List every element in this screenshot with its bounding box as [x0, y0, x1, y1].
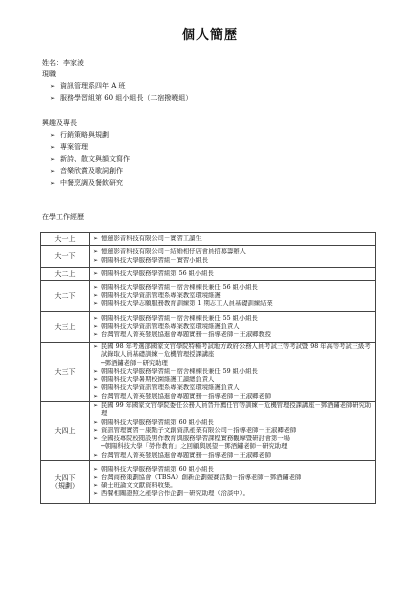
- list-item-continuation: ─鄧酒鏽老師－研究助理: [101, 359, 168, 367]
- term-label: 大四下 （規劃）: [51, 473, 79, 490]
- activities-cell: [90, 312, 376, 343]
- list-item-text: 朝陽科技大學服務學習組－宿舍棟棟長兼任 56 組小組長: [101, 283, 258, 291]
- list-item-text: 朝陽科技大學服務學習組第 60 組小組長: [101, 418, 214, 426]
- list-item-text: 朝陽科技大學資訊管理系專案教室環境維護: [101, 291, 221, 299]
- list-item-text: 台灣管理人菁英發展協進會專題實務－指導老師－王淑卿老師: [101, 451, 272, 459]
- arrow-bullet-icon: ➢: [93, 234, 99, 242]
- term-cell: [41, 281, 90, 312]
- arrow-bullet-icon: ➢: [93, 418, 99, 426]
- list-item: [93, 402, 373, 418]
- list-item-text: 朝陽科技大學服務學習組第 60 組小組長: [101, 465, 214, 473]
- term-cell: [41, 343, 90, 402]
- list-item: [93, 419, 373, 427]
- name-line: 姓名：李家淩: [42, 59, 84, 67]
- list-item: [93, 343, 373, 359]
- table-row: [41, 461, 376, 504]
- arrow-bullet-icon: ➢: [93, 300, 99, 308]
- list-item-text: 台灣商務策劃協會（TBSA）創新企劃競賽活動－指導老師－鄧酒鏽老師: [101, 473, 302, 481]
- table-row: [41, 312, 376, 343]
- activities-cell: [90, 402, 376, 461]
- activities-cell: [90, 246, 376, 268]
- list-item-text: 朝陽科技大學服務學習組第 56 組小組長: [101, 269, 214, 277]
- term-cell: [41, 312, 90, 343]
- list-item: [93, 284, 373, 292]
- list-item-text: 全國技專院校閱設男作教育與服務學習課程實務觀摩暨研討會第一場: [101, 435, 290, 443]
- arrow-bullet-icon: ➢: [93, 482, 99, 489]
- list-item: [93, 427, 373, 435]
- arrow-bullet-icon: ➢: [93, 402, 99, 410]
- skill-item: ➢ 中餐烹調及餐飲研究: [50, 179, 123, 187]
- list-item-text: 朝陽科技大學資訊管理系專案教室環境維護負責人: [101, 384, 240, 392]
- list-item: [93, 257, 373, 265]
- activities-cell: [90, 268, 376, 281]
- list-item: [93, 368, 373, 376]
- list-item: [93, 474, 373, 482]
- list-item-text: 憶蓮影音科技有限公司－結婚相仔店會員招募籌辦人: [101, 248, 246, 256]
- arrow-bullet-icon: ➢: [93, 490, 99, 498]
- arrow-bullet-icon: ➢: [93, 426, 99, 434]
- list-item: [93, 323, 373, 331]
- skills-heading: 興趣及專長: [42, 119, 77, 127]
- table-row: [41, 268, 376, 281]
- list-item: [93, 300, 373, 308]
- activities-cell: [90, 461, 376, 504]
- term-cell: [41, 246, 90, 268]
- term-label: 大三下: [54, 367, 76, 376]
- arrow-bullet-icon: ➢: [93, 314, 99, 322]
- list-item-text: 民國 98 年考選部國家文官學院特種考試地方政府公務人員考試三等考試暨 98 年高等考試三級考試錄取人員基礎訓練－危機管理授課講座: [101, 343, 371, 359]
- list-item: [93, 376, 373, 384]
- activities-cell: [90, 233, 376, 246]
- list-item: [93, 490, 373, 498]
- list-item-text: 朝陽科技大學服務學習組－宿舍棟棟長兼任 55 組小組長: [101, 314, 258, 322]
- table-row: [41, 233, 376, 246]
- list-item-text: 西餐相關證照之產學合作企劃－研究助理（洽談中）。: [101, 490, 249, 498]
- list-item: [93, 384, 373, 392]
- skill-item: ➢ 專案管理: [50, 143, 88, 151]
- arrow-bullet-icon: ➢: [50, 95, 56, 102]
- list-item-text: 朝陽科技大學服務學習組－實習小組長: [101, 256, 209, 264]
- arrow-bullet-icon: ➢: [93, 322, 99, 330]
- list-item: [93, 393, 373, 401]
- term-cell: [41, 268, 90, 281]
- arrow-bullet-icon: ➢: [50, 83, 56, 90]
- list-item: [93, 270, 373, 278]
- arrow-bullet-icon: ➢: [93, 343, 99, 351]
- page-title: 個人簡歷: [181, 28, 238, 43]
- arrow-bullet-icon: ➢: [93, 473, 99, 481]
- table-row: [41, 402, 376, 461]
- term-label: 大三上: [54, 322, 76, 331]
- arrow-bullet-icon: ➢: [93, 331, 99, 339]
- term-label: 大一上: [54, 234, 76, 243]
- arrow-bullet-icon: ➢: [93, 256, 99, 264]
- list-item: [93, 248, 373, 256]
- current-heading: 現職: [42, 70, 56, 78]
- arrow-bullet-icon: ➢: [50, 144, 56, 151]
- skill-item: ➢ 音樂欣賞及歌詞創作: [50, 167, 123, 175]
- arrow-bullet-icon: ➢: [93, 367, 99, 375]
- table-row: [41, 343, 376, 402]
- arrow-bullet-icon: ➢: [93, 248, 99, 256]
- list-item: [93, 315, 373, 323]
- list-item-text: 朝陽科技大學暑期校園維護工讀總負責人: [101, 376, 215, 384]
- term-cell: [41, 233, 90, 246]
- arrow-bullet-icon: ➢: [93, 435, 99, 443]
- list-item-text: 民國 99 年國家文官學院委任公務人員晉升薦任官等訓練－危機管理授課講座－鄧酒鏽老師研究助理: [101, 402, 372, 418]
- arrow-bullet-icon: ➢: [93, 465, 99, 473]
- term-label: 大二上: [54, 269, 76, 278]
- current-item: ➢ 服務學習組第 60 組小組長（二宿撥曉組）: [50, 94, 193, 102]
- skill-item: ➢ 行銷策略與規劃: [50, 131, 109, 139]
- list-item-text: 朝陽科技大學資訊管理系專案教室環境維護負責人: [101, 322, 240, 330]
- term-label: 大二下: [54, 291, 76, 300]
- arrow-bullet-icon: ➢: [93, 269, 99, 277]
- work-history-table: [40, 232, 376, 504]
- list-item: [93, 482, 373, 490]
- table-row: [41, 246, 376, 268]
- list-item-text: 朝陽科技大學志願服務教育訓練第 1 期志工人員基礎訓練結業: [101, 300, 273, 308]
- term-label: 大一下: [54, 252, 76, 261]
- term-cell: [41, 402, 90, 461]
- list-item-text: 資訊管理實習－康點子文創資訊產業有限公司－指導老師－王淑卿老師: [101, 426, 297, 434]
- arrow-bullet-icon: ➢: [93, 283, 99, 291]
- arrow-bullet-icon: ➢: [93, 291, 99, 299]
- activities-cell: [90, 281, 376, 312]
- current-item: ➢ 資訊管理系四年 A 班: [50, 82, 126, 90]
- list-item: [93, 466, 373, 474]
- list-item-text: 台灣管理人菁英發展協進會專題實務－指導老師－王淑卿老師: [101, 392, 272, 400]
- list-item: [93, 435, 373, 443]
- list-item: [93, 331, 373, 339]
- list-item-text: 憶蓮影音科技有限公司－實習工讀生: [101, 234, 202, 242]
- work-heading: 在學工作經歷: [42, 213, 84, 221]
- arrow-bullet-icon: ➢: [50, 180, 56, 187]
- list-item: [93, 452, 373, 460]
- activities-cell: [90, 343, 376, 402]
- arrow-bullet-icon: ➢: [93, 451, 99, 459]
- term-cell: [41, 461, 90, 504]
- term-label: 大四上: [54, 426, 76, 435]
- arrow-bullet-icon: ➢: [93, 376, 99, 384]
- work-history-body: [41, 233, 376, 504]
- table-row: [41, 281, 376, 312]
- arrow-bullet-icon: ➢: [50, 156, 56, 163]
- list-item-text: 朝陽科技大學服務學習組－宿舍棟棟長兼任 59 組小組長: [101, 367, 258, 375]
- list-item-text: 碩士班論文文獻資料收集。: [101, 482, 177, 489]
- list-item-text: 台灣管理人菁英發展協進會專題實務－指導老師－王淑卿教授: [101, 331, 272, 339]
- skill-item: ➢ 新詩、散文與韻文寫作: [50, 155, 130, 163]
- list-item-continuation: ─朝陽科技大學「勞作教育」之回顧與展望－鄧酒鏽老師－研究助理: [101, 443, 288, 451]
- list-item: [93, 235, 373, 243]
- arrow-bullet-icon: ➢: [50, 132, 56, 139]
- arrow-bullet-icon: ➢: [93, 392, 99, 400]
- arrow-bullet-icon: ➢: [93, 384, 99, 392]
- list-item: [93, 292, 373, 300]
- arrow-bullet-icon: ➢: [50, 168, 56, 175]
